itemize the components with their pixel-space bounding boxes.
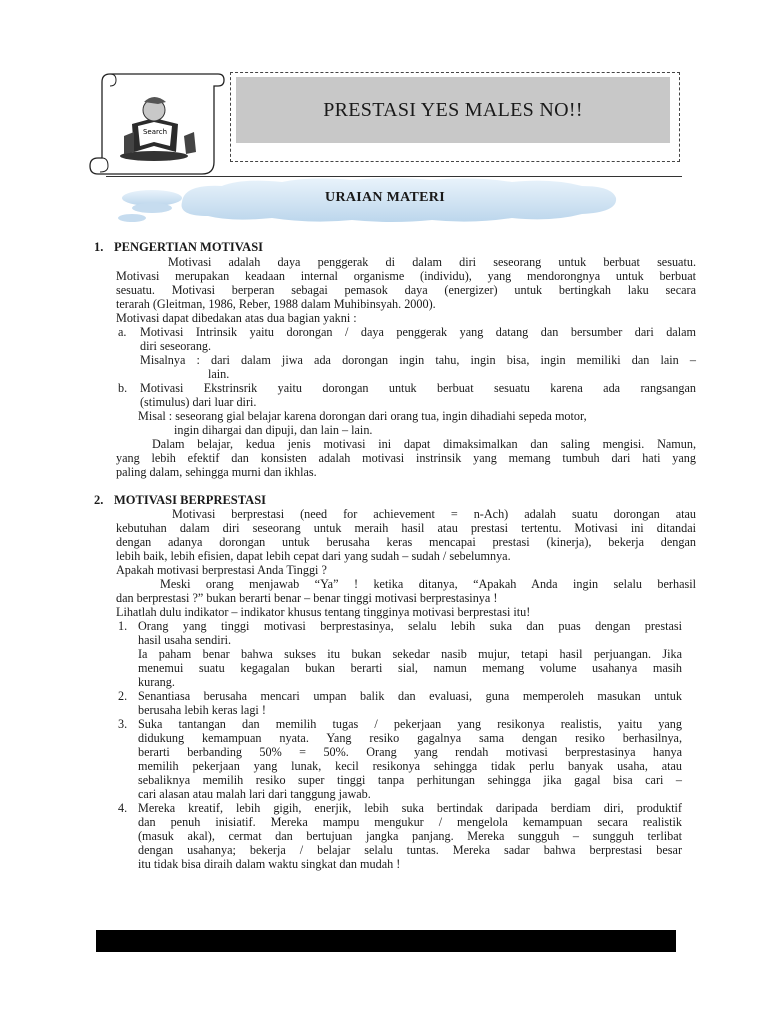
list-item-line: Ia paham benar bahwa sukses itu bukan sekedar nasib mujur, tetapi hasil perjuangan. Jika (138, 647, 682, 661)
example-line: Misal : seseorang gial belajar karena dorongan dari orang tua, ingin dihadiahi sepeda motor, (138, 409, 587, 423)
list-item-line: cari alasan atau malah lari dari tanggung jawab. (138, 787, 371, 801)
section-1-number: 1. (94, 240, 104, 254)
list-item-line: diri seseorang. (140, 339, 212, 353)
paragraph-line: Meski orang menjawab “Ya” ! ketika ditanya, “Apakah Anda ingin selalu berhasil (160, 577, 696, 591)
section-1-heading: PENGERTIAN MOTIVASI (114, 240, 264, 254)
book-label: Search (142, 128, 168, 136)
list-item-line: didukung kemampuan nyata. Yang resiko gagalnya sama dengan resiko berhasilnya, (138, 731, 682, 745)
list-item-line: Senantiasa berusaha mencari umpan balik dan evaluasi, guna memperoleh masukan untuk (138, 689, 682, 703)
list-item-line: Motivasi Intrinsik yaitu dorongan / daya penggerak yang datang dan bersumber dari dalam (140, 325, 696, 339)
paragraph-line: dan berprestasi ?” bukan berarti benar – benar tinggi motivasi berprestasinya ! (116, 591, 498, 605)
paragraph-line: kebutuhan dalam diri seseorang untuk meraih hasil atau prestasi tertentu. Motivasi ini ditandai (116, 521, 696, 535)
paragraph-line: Motivasi dapat dibedakan atas dua bagian yakni : (116, 311, 357, 325)
list-item-line: itu tidak bisa diraih dalam waktu singkat dan mudah ! (138, 857, 401, 871)
question-line: Apakah motivasi berprestasi Anda Tinggi ? (116, 563, 327, 577)
list-marker: 1. (118, 619, 128, 633)
paragraph-line: paling dalam, sehingga murni dan ikhlas. (116, 465, 317, 479)
list-item-line: dan penuh inisiatif. Mereka mampu mengukur / mengelola kemampuan secara realistik (138, 815, 682, 829)
scroll-illustration (88, 66, 228, 184)
list-marker: 3. (118, 717, 128, 731)
list-item-line: berusaha lebih keras lagi ! (138, 703, 266, 717)
list-item-line: menemui suatu kegagalan bukan berarti sial, namun memang volume usahanya masih (138, 661, 682, 675)
paragraph-line: dengan adanya dorongan untuk berusaha keras mencapai prestasi (kinerja), bekerja dengan (116, 535, 696, 549)
list-marker: 4. (118, 801, 128, 815)
list-item-line: (stimulus) dari luar diri. (140, 395, 257, 409)
list-item-line: dengan usahanya; bekerja / belajar selalu tuntas. Mereka sadar bahwa berprestasi besar (138, 843, 682, 857)
list-item-line: Orang yang tinggi motivasi berprestasinya, selalu lebih suka dan puas dengan prestasi (138, 619, 682, 633)
list-item-line: kurang. (138, 675, 175, 689)
list-item-line: hasil usaha sendiri. (138, 633, 232, 647)
paragraph-line: Motivasi adalah daya penggerak di dalam diri seseorang untuk berbuat sesuatu. (168, 255, 696, 269)
list-item-line: Suka tantangan dan memilih tugas / pekerjaan yang resikonya realistis, yaitu yang (138, 717, 682, 731)
paragraph-line: sesuatu. Motivasi berperan sebagai pemasok daya (energizer) untuk bertingkah laku secara (116, 283, 696, 297)
paragraph-line: Motivasi merupakan keadaan internal organisme (individu), yang mendorongnya untuk berbuat (116, 269, 696, 283)
example-line: Misalnya : dari dalam jiwa ada dorongan ingin tahu, ingin bisa, ingin memiliki dan lain – (140, 353, 696, 367)
list-marker: a. (118, 325, 127, 339)
paragraph-line: Dalam belajar, kedua jenis motivasi ini dapat dimaksimalkan dan saling mengisi. Namun, (152, 437, 696, 451)
list-item-line: (masuk akal), cermat dan bertujuan jangka panjang. Mereka sungguh – sungguh terlibat (138, 829, 682, 843)
list-marker: b. (118, 381, 128, 395)
example-line: lain. (208, 367, 230, 381)
footer-bar (96, 930, 676, 952)
list-marker: 2. (118, 689, 128, 703)
list-item-line: Mereka kreatif, lebih gigih, enerjik, lebih suka bertindak daripada berdiam diri, produktif (138, 801, 682, 815)
paragraph-line: Motivasi berprestasi (need for achievement = n-Ach) adalah suatu dorongan atau (172, 507, 696, 521)
list-item-line: memilih pekerjaan yang lunak, kecil resikonya sehingga tidak perlu banyak usaha, atau (138, 759, 682, 773)
paragraph-line: lebih baik, lebih efisien, dapat lebih cepat dari yang sudah – sudah / sebelumnya. (116, 549, 511, 563)
banner-label: URAIAN MATERI (325, 190, 445, 205)
paragraph-line: yang lebih efektif dan konsisten adalah motivasi instrinsik yang memang tumbuh dari hati yang (116, 451, 696, 465)
page-title: PRESTASI YES MALES NO!! (236, 77, 670, 143)
example-line: ingin dihargai dan dipuji, dan lain – lain. (174, 423, 373, 437)
list-item-line: berarti berbanding 50% = 50%. Orang yang rendah motivasi berprestasinya hanya (138, 745, 682, 759)
paragraph-line: terarah (Gleitman, 1986, Reber, 1988 dalam Muhibinsyah. 2000). (116, 297, 436, 311)
section-2-number: 2. (94, 493, 104, 507)
list-item-line: sebaliknya memilih resiko super tinggi tanpa perhitungan sehingga jika gagal bisa cari – (138, 773, 682, 787)
section-2-heading: MOTIVASI BERPRESTASI (114, 493, 267, 507)
list-item-line: Motivasi Ekstrinsrik yaitu dorongan untuk berbuat sesuatu karena ada rangsangan (140, 381, 696, 395)
paragraph-line: Lihatlah dulu indikator – indikator khusus tentang tingginya motivasi berprestasi itu! (116, 605, 531, 619)
